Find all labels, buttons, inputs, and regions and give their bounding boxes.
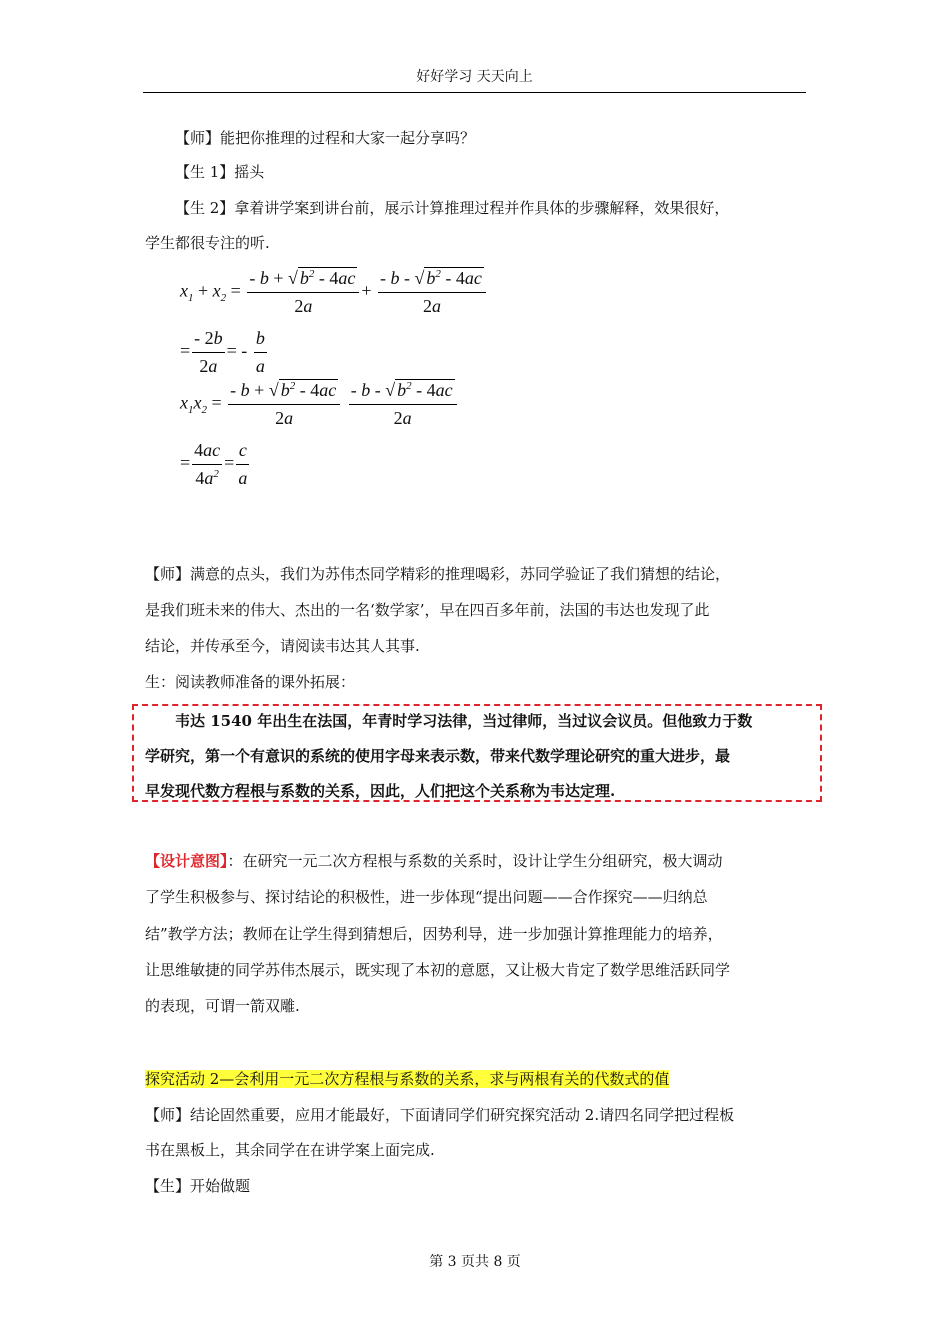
formula-product-result: = $\frac{4ac}{4a^2}$ = $\frac{c}{a}$ bbox=[180, 440, 248, 488]
callout-line: 学研究，第一个有意识的系统的使用字母来表示数，带来代数学理论研究的重大进步，最 bbox=[145, 747, 731, 765]
formula-sum-result: = $\frac{- 2b}{2a}$ = - $\frac{b}{a}$ bbox=[180, 328, 265, 376]
paragraph-line: 【师】结论固然重要，应用才能最好，下面请同学们研究探究活动 2.请四名同学把过程板 bbox=[145, 1106, 735, 1124]
callout-line: 早发现代数方程根与系数的关系，因此，人们把这个关系称为韦达定理. bbox=[145, 782, 616, 800]
design-intent-text: ：在研究一元二次方程根与系数的关系时，设计让学生分组研究，极大调动 bbox=[227, 852, 723, 870]
paragraph-line: 【师】能把你推理的过程和大家一起分享吗？ bbox=[175, 129, 476, 147]
paragraph-line: 结”教学方法；教师在让学生得到猜想后，因势利导，进一步加强计算推理能力的培养， bbox=[145, 925, 723, 943]
paragraph-line: 书在黑板上，其余同学在在讲学案上面完成. bbox=[145, 1141, 435, 1159]
design-intent-tag: 【设计意图】 bbox=[145, 852, 228, 870]
paragraph-line: 结论，并传承至今，请阅读韦达其人其事. bbox=[145, 637, 420, 655]
paragraph-line: 生：阅读教师准备的课外拓展： bbox=[145, 673, 356, 691]
paragraph-line: 【生 2】拿着讲学案到讲台前，展示计算推理过程并作具体的步骤解释，效果很好， bbox=[175, 199, 730, 217]
paragraph-line: 了学生积极参与、探讨结论的积极性，进一步体现“提出问题——合作探究——归纳总 bbox=[145, 888, 708, 906]
paragraph-line: 【生 1】摇头 bbox=[175, 163, 265, 181]
formula-product: $x_1x_2$ = $\frac{- b + √ b^2 - 4ac}{2a}$ $\frac{- b - √ b^2 - 4ac}{2a}$ bbox=[180, 380, 459, 429]
formula-sum: $x_1 + x_2$ = $\frac{- b + √ b^2 - 4ac}{2a}$ + $\frac{- b - √ b^2 - 4ac}{2a}$ bbox=[180, 268, 488, 317]
page-footer: 第 3 页共 8 页 bbox=[429, 1254, 521, 1270]
paragraph-line: 【师】满意的点头，我们为苏伟杰同学精彩的推理喝彩，苏同学验证了我们猜想的结论， bbox=[145, 565, 731, 583]
paragraph-line: 让思维敏捷的同学苏伟杰展示，既实现了本初的意愿，又让极大肯定了数学思维活跃同学 bbox=[145, 961, 731, 979]
paragraph-line: 学生都很专注的听. bbox=[145, 234, 270, 252]
paragraph-line: 【生】开始做题 bbox=[145, 1177, 251, 1195]
paragraph-line: 是我们班未来的伟大、杰出的一名‘数学家’，早在四百多年前，法国的韦达也发现了此 bbox=[145, 601, 710, 619]
callout-line: 韦达 1540 年出生在法国，年青时学习法律，当过律师，当过议会议员。但他致力于数 bbox=[175, 712, 753, 730]
design-intent-line bbox=[145, 853, 805, 870]
page-header: 好好学习 天天向上 bbox=[143, 66, 806, 93]
paragraph-line: 的表现，可谓一箭双雕. bbox=[145, 997, 300, 1015]
activity-title-highlight: 探究活动 2—会利用一元二次方程根与系数的关系，求与两根有关的代数式的值 bbox=[145, 1070, 670, 1088]
activity-title-line bbox=[145, 1071, 805, 1088]
